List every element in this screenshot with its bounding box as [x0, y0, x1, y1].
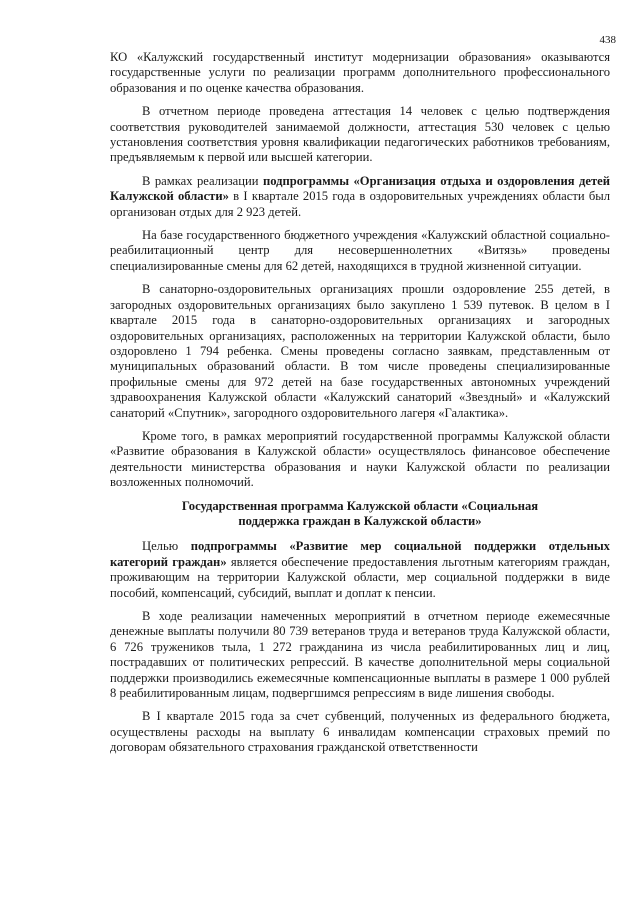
paragraph-financing: Кроме того, в рамках мероприятий государственной программы Калужской области «Развитие образования в Калужской области» осуществлялось финансовое обеспечение деятельности министерства образования и науки Калужской области по реализации возложенных полномочий. — [110, 428, 610, 490]
paragraph-goal-post: является обеспечение предоставления льготным категориям граждан, проживающим на территории Калужской области, мер социальной поддержки в виде пособий, компенсаций, субсидий, выплат и доплат к пенсии. — [110, 554, 610, 600]
paragraph-summer-rest-post: в I квартале 2015 года в оздоровительных учреждениях области был организован отдых для 2 923 детей. — [110, 189, 611, 219]
paragraph-summer-rest — [110, 174, 610, 220]
paragraph-summer-rest-pre: В рамках реализации — [142, 173, 263, 188]
subprogram-title-rest: подпрограммы «Организация отдыха и оздоровления детей Калужской области» — [110, 173, 610, 204]
paragraph-institute-services: КО «Калужский государственный институт модернизации образования» оказываются государственные услуги по реализации программ дополнительного профессионального образования и по оценке качества образования. — [110, 50, 610, 95]
subprogram-title-social: подпрограммы «Развитие мер социальной поддержки отдельных категорий граждан» — [110, 539, 610, 569]
paragraph-attestation: В отчетном периоде проведена аттестация 14 человек с целью подтверждения соответствия руководителей занимаемой должности, аттестация 530 человек с целью установления соответствия уровня квалификации педагогических работников требованиям, предъявляемым к первой или высшей категории. — [110, 104, 610, 165]
paragraph-vityaz-center: На базе государственного бюджетного учреждения «Калужский областной социально-реабилитационный центр для несовершеннолетних «Витязь» проведены специализированные смены для 62 детей, находящихся в трудной жизненной ситуации. — [110, 228, 610, 273]
section-title-social-support: Государственная программа Калужской области «Социальная поддержка граждан в Калужской области» — [181, 498, 539, 528]
paragraph-subprogram-goal — [110, 539, 610, 601]
document-body — [110, 50, 610, 764]
paragraph-goal-pre: Целью — [142, 539, 191, 554]
page-number: 438 — [599, 34, 616, 46]
paragraph-monthly-payments: В ходе реализации намеченных мероприятий в отчетном периоде ежемесячные денежные выплаты получили 80 739 ветеранов труда и ветеранов труда Калужской области, 6 726 тружеников тыла, 1 272 гражданина из числа реабилитированных лиц и лиц, пострадавших от политических репрессий. В качестве дополнительной меры социальной поддержки производились ежемесячные компенсационные выплаты в размере 1 000 рублей 8 реабилитированным лицам, подвергшимся репрессиям в виде лишения свободы. — [110, 609, 610, 701]
paragraph-subventions: В I квартале 2015 года за счет субвенций, полученных из федерального бюджета, осуществлены расходы на выплату 6 инвалидам компенсации страховых премий по договорам обязательного страхования гражданской ответственности — [110, 709, 610, 755]
paragraph-sanatorium: В санаторно-оздоровительных организациях прошли оздоровление 255 детей, в загородных оздоровительных организациях было закуплено 1 539 путевок. В целом в I квартале 2015 года в санаторно-оздоровительных организациях и загородных оздоровительных организациях, расположенных на территории Калужской области, было оздоровлено 1 794 ребенка. Смены проведены согласно заявкам, представленным от муниципальных образований области. В том числе проведены специализированные профильные смены для 972 детей на базе государственных автономных учреждений здравоохранения Калужской области «Калужский санаторий «Звездный» и «Калужский санаторий «Спутник», загородного оздоровительного лагеря «Галактика». — [110, 282, 610, 420]
